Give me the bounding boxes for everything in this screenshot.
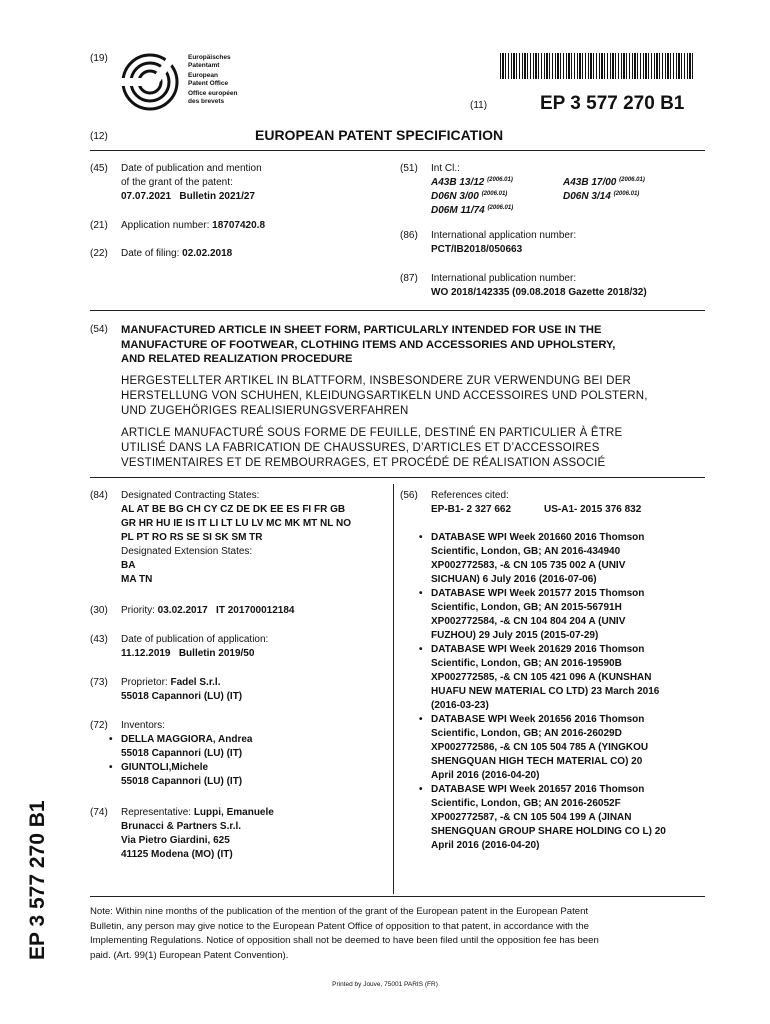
inid-code-86: (86)	[400, 230, 418, 241]
publication-application-label: Date of publication of application:	[121, 634, 269, 645]
reference-line: Scientific, London, GB; AN 2016-26029D	[431, 728, 622, 739]
reference-line: • DATABASE WPI Week 201660 2016 Thomson	[431, 532, 645, 543]
note-line: Bulletin, any person may give notice to the European Patent Office of opposition to that patent, in accordance with the	[90, 920, 590, 932]
printer-footer: Printed by Jouve, 75001 PARIS (FR)	[332, 981, 438, 988]
publication-date-label-2: of the grant of the patent:	[121, 177, 233, 188]
title-de-line: HERGESTELLTER ARTIKEL IN BLATTFORM, INSBESONDERE ZUR VERWENDUNG BEI DER	[121, 374, 632, 387]
reference-patent: US-A1- 2015 376 832	[544, 504, 642, 515]
opposition-note	[90, 905, 715, 963]
side-publication-number: EP 3 577 270 B1	[26, 800, 49, 960]
publication-number: EP 3 577 270 B1	[540, 93, 685, 114]
proprietor-section	[90, 676, 390, 704]
title-de-line: HERSTELLUNG VON SCHUHEN, KLEIDUNGSARTIKELN UND ACCESSOIRES UND POLSTERN,	[121, 389, 648, 402]
proprietor-label: Proprietor:	[121, 677, 171, 688]
inventor-item	[107, 761, 390, 789]
reference-line: • DATABASE WPI Week 201657 2016 Thomson	[431, 784, 645, 795]
application-number-value: 18707420.8	[212, 220, 266, 231]
classification-version: (2006.01)	[619, 177, 645, 183]
designated-states-line: AL AT BE BG CH CY CZ DE DK EE ES FI FR GB	[121, 504, 346, 515]
international-application-section	[400, 229, 710, 257]
reference-item	[417, 587, 715, 643]
office-name-en-1: European	[188, 72, 218, 79]
office-name-en-2: Patent Office	[188, 79, 229, 87]
note-rule	[90, 896, 705, 897]
representative-section	[90, 806, 390, 862]
reference-line: • DATABASE WPI Week 201629 2016 Thomson	[431, 644, 645, 655]
inventor-address: 55018 Capannori (LU) (IT)	[121, 748, 243, 759]
designated-states-label: Designated Contracting States:	[121, 490, 260, 501]
inid-code-19: (19)	[90, 53, 108, 64]
inid-code-45: (45)	[90, 163, 108, 174]
office-name-de-1: Europäisches	[188, 54, 231, 61]
reference-line: SHENGQUAN GROUP SHARE HOLDING CO L) 20	[431, 826, 666, 837]
reference-line: XP002772586, -& CN 105 504 785 A (YINGKOU	[431, 742, 649, 753]
inid-code-12: (12)	[90, 131, 108, 142]
proprietor-name: Fadel S.r.l.	[170, 677, 221, 688]
note-line: Implementing Regulations. Notice of opposition shall not be deemed to have been filed until the opposition fee has been	[90, 935, 599, 946]
office-name-fr-1: Office européen	[188, 90, 238, 97]
proprietor-address: 55018 Capannori (LU) (IT)	[121, 691, 243, 702]
title-fr-line: ARTICLE MANUFACTURÉ SOUS FORME DE FEUILLE, DESTINÉ EN PARTICULIER À ÊTRE	[121, 426, 623, 439]
epo-emblem-icon	[120, 52, 180, 112]
title-fr-line: VESTIMENTAIRES ET DE REMBOURRAGES, ET PROCÉDÉ DE RÉALISATION ASSOCIÉ	[121, 456, 606, 469]
inid-code-74: (74)	[90, 807, 108, 818]
reference-item	[417, 643, 715, 713]
document-type: EUROPEAN PATENT SPECIFICATION	[255, 127, 504, 143]
office-name-de-2: Patentamt	[188, 61, 220, 69]
title-en-line: AND RELATED REALIZATION PROCEDURE	[121, 353, 353, 365]
inventors-section	[90, 719, 390, 789]
epo-logo	[120, 52, 250, 112]
title-rule-bottom	[90, 477, 705, 478]
reference-item	[417, 713, 715, 783]
designated-states-line: PL PT RO RS SE SI SK SM TR	[121, 532, 263, 543]
publication-date-section	[90, 162, 390, 204]
international-publication-label: International publication number:	[431, 273, 577, 284]
classification-code: A43B 17/00	[563, 177, 617, 188]
extension-state: MA TN	[121, 574, 153, 585]
title-english	[121, 323, 710, 367]
inventors-label: Inventors:	[121, 720, 165, 731]
reference-line: SICHUAN) 6 July 2016 (2016-07-06)	[431, 574, 597, 585]
filing-date-label: Date of filing:	[121, 248, 183, 259]
column-divider	[393, 484, 394, 894]
title-de-line: UND ZUGEHÖRIGES REALISIERUNGSVERFAHREN	[121, 404, 409, 417]
reference-line: Scientific, London, GB; AN 2016-19590B	[431, 658, 622, 669]
inid-code-51: (51)	[400, 163, 418, 174]
title-en-line: MANUFACTURED ARTICLE IN SHEET FORM, PARTICULARLY INTENDED FOR USE IN THE	[121, 324, 602, 336]
publication-application-section	[90, 633, 390, 661]
reference-line: FUZHOU) 29 July 2015 (2015-07-29)	[431, 630, 599, 641]
extension-states-label: Designated Extension States:	[121, 546, 253, 557]
note-line: Note: Within nine months of the publication of the mention of the grant of the European patent in the European Patent	[90, 906, 589, 917]
extension-state: BA	[121, 560, 136, 571]
application-number-section	[90, 219, 390, 233]
inid-code-21: (21)	[90, 220, 108, 231]
barcode	[500, 53, 694, 79]
classification-version: (2006.01)	[487, 177, 513, 183]
reference-line: Scientific, London, GB; AN 2016-26052F	[431, 798, 621, 809]
reference-line: HUAFU NEW MATERIAL CO LTD) 23 March 2016	[431, 686, 660, 697]
reference-line: • DATABASE WPI Week 201577 2015 Thomson	[431, 588, 645, 599]
reference-line: SHENGQUAN HIGH TECH MATERIAL CO) 20	[431, 756, 643, 767]
reference-line: (2016-03-23)	[431, 700, 489, 711]
classification-code: D06N 3/00	[431, 191, 479, 202]
classification-version: (2006.01)	[481, 191, 508, 197]
title-rule-top	[90, 310, 705, 311]
reference-line: XP002772583, -& CN 105 735 002 A (UNIV	[431, 560, 626, 571]
publication-date-value: 07.07.2021 Bulletin 2021/27	[121, 191, 255, 202]
inventor-item	[107, 733, 390, 761]
office-name-fr-2: des brevets	[188, 97, 225, 105]
inid-code-43: (43)	[90, 634, 108, 645]
inid-code-73: (73)	[90, 677, 108, 688]
reference-item	[417, 531, 715, 587]
inid-code-30: (30)	[90, 605, 108, 616]
reference-line: Scientific, London, GB; AN 2015-56791H	[431, 602, 622, 613]
priority-label: Priority:	[121, 605, 158, 616]
inventor-address: 55018 Capannori (LU) (IT)	[121, 776, 243, 787]
int-cl-section	[400, 162, 710, 218]
references-section	[400, 489, 715, 853]
inventor-name: • GIUNTOLI,Michele	[121, 762, 209, 773]
title-en-line: MANUFACTURE OF FOOTWEAR, CLOTHING ITEMS AND ACCESSORIES AND UPHOLSTERY,	[121, 338, 616, 351]
classification-version: (2006.01)	[613, 191, 640, 197]
inid-code-72: (72)	[90, 720, 108, 731]
int-cl-label: Int Cl.:	[431, 163, 460, 174]
filing-date-section	[90, 247, 390, 261]
representative-line: 41125 Modena (MO) (IT)	[121, 849, 233, 860]
title-german	[121, 374, 710, 419]
reference-line: XP002772585, -& CN 105 421 096 A (KUNSHAN	[431, 672, 652, 683]
header-rule	[90, 150, 705, 151]
classification-version: (2006.01)	[487, 205, 514, 211]
international-application-label: International application number:	[431, 230, 577, 241]
classification-row	[431, 176, 710, 190]
inventor-name: • DELLA MAGGIORA, Andrea	[121, 734, 253, 745]
classification-row	[431, 190, 710, 204]
application-number-label: Application number:	[121, 220, 213, 231]
inid-code-54: (54)	[90, 324, 108, 335]
title-french	[121, 426, 710, 471]
publication-application-value: 11.12.2019 Bulletin 2019/50	[121, 648, 255, 659]
publication-date-label-1: Date of publication and mention	[121, 163, 262, 174]
representative-line: Via Pietro Giardini, 625	[121, 835, 230, 846]
reference-item	[417, 783, 715, 853]
reference-line: April 2016 (2016-04-20)	[431, 770, 540, 781]
representative-line: Luppi, Emanuele	[193, 807, 274, 818]
classification-code: D06M 11/74	[431, 205, 485, 216]
international-application-value: PCT/IB2018/050663	[431, 244, 523, 255]
designated-states-line: GR HR HU IE IS IT LI LT LU LV MC MK MT NL NO	[121, 518, 351, 529]
reference-patent: EP-B1- 2 327 662	[431, 504, 512, 515]
international-publication-value: WO 2018/142335 (09.08.2018 Gazette 2018/32)	[431, 287, 647, 298]
title-section	[90, 323, 710, 471]
inid-code-11: (11)	[470, 100, 488, 111]
inid-code-22: (22)	[90, 248, 108, 259]
reference-line: XP002772587, -& CN 105 504 199 A (JINAN	[431, 812, 632, 823]
reference-line: April 2016 (2016-04-20)	[431, 840, 540, 851]
representative-label: Representative:	[121, 807, 194, 818]
note-line: paid. (Art. 99(1) European Patent Convention).	[90, 949, 289, 961]
classification-code: A43B 13/12	[431, 177, 485, 188]
international-publication-section	[400, 272, 720, 300]
inid-code-84: (84)	[90, 490, 108, 501]
inid-code-56: (56)	[400, 490, 418, 501]
priority-section	[90, 604, 390, 618]
references-list	[417, 531, 715, 853]
reference-line: • DATABASE WPI Week 201656 2016 Thomson	[431, 714, 645, 725]
filing-date-value: 02.02.2018	[182, 248, 233, 259]
reference-line: XP002772584, -& CN 104 804 204 A (UNIV	[431, 616, 626, 627]
classification-code: D06N 3/14	[563, 191, 611, 202]
reference-line: Scientific, London, GB; AN 2016-434940	[431, 546, 621, 557]
priority-value: 03.02.2017 IT 201700012184	[157, 605, 295, 616]
representative-line: Brunacci & Partners S.r.l.	[121, 821, 242, 832]
title-fr-line: UTILISÉ DANS LA FABRICATION DE CHAUSSURES, D’ARTICLES ET D’ACCESSOIRES	[121, 441, 600, 454]
designated-states-section	[90, 489, 390, 587]
inid-code-87: (87)	[400, 273, 418, 284]
classification-row	[431, 204, 710, 218]
references-label: References cited:	[431, 490, 509, 501]
